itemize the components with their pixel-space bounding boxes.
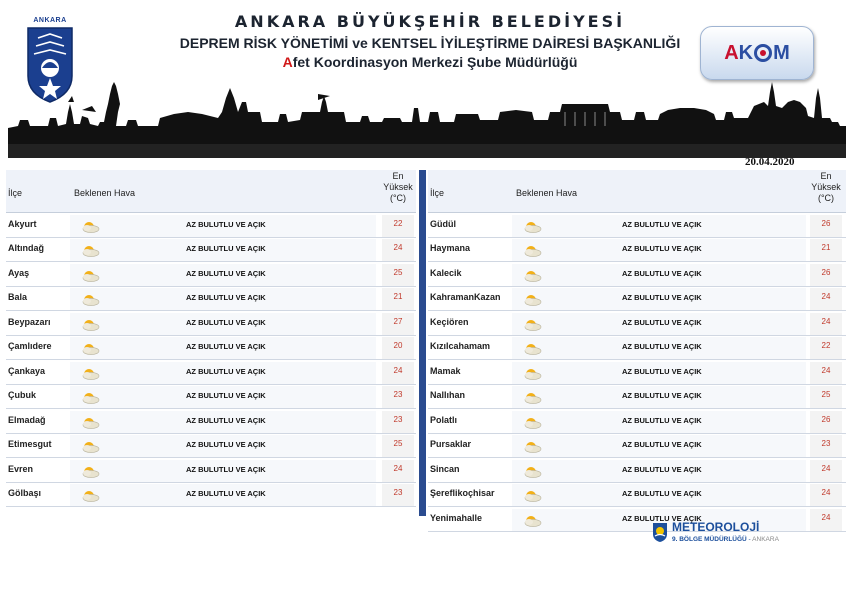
district-name: Akyurt [8,218,37,229]
district-name: Güdül [430,218,456,229]
table-header [428,170,846,213]
header-subtitle: DEPREM RİSK YÖNETİMİ ve KENTSEL İYİLEŞTİRME DAİRESİ BAŞKANLIĞI [179,35,681,51]
page-header [150,12,710,72]
weather-description: AZ BULUTLU VE AÇIK [622,366,702,376]
district-name: Elmadağ [8,414,46,425]
logo-label: ANKARA [33,17,67,24]
temp-header-line3: (°C) [817,193,835,203]
district-name: Mamak [430,365,461,376]
meteoroloji-region: 9. BÖLGE MÜDÜRLÜĞÜ [672,536,747,543]
weather-description: AZ BULUTLU VE AÇIK [186,464,266,474]
weather-description: AZ BULUTLU VE AÇIK [186,244,266,253]
district-name: Etimesgut [8,439,52,449]
table-row [6,313,416,336]
partly-cloudy-icon [80,390,100,404]
district-name: Yenimahalle [430,512,483,523]
weather-description: AZ BULUTLU VE AÇIK [622,440,702,449]
table-row [428,362,846,385]
partly-cloudy-icon [522,292,542,306]
max-temperature: 24 [393,365,403,375]
max-temperature: 26 [821,218,831,228]
table-row [6,264,416,287]
table-row [6,337,416,360]
column-header-temperature [382,171,414,204]
weather-description: AZ BULUTLU VE AÇIK [186,268,266,278]
max-temperature: 24 [393,243,403,252]
header-unit-rest: fet Koordinasyon Merkezi Şube Müdürlüğü [292,54,578,70]
table-row [6,362,416,385]
partly-cloudy-icon [522,268,542,282]
temp-header-line2: Yüksek [383,182,413,192]
district-name: Nallıhan [430,390,466,400]
table-row [428,460,846,483]
meteoroloji-subtitle: 9. BÖLGE MÜDÜRLÜĞÜ - ANKARA [672,536,779,543]
partly-cloudy-icon [522,464,542,478]
partly-cloudy-icon [80,341,100,355]
max-temperature: 24 [821,463,831,473]
table-row [6,411,416,434]
weather-description: AZ BULUTLU VE AÇIK [622,415,702,425]
akom-letter-m: M [773,41,790,64]
max-temperature: 22 [393,218,403,228]
header-title: ANKARA BÜYÜKŞEHİR BELEDİYESİ [234,12,626,31]
column-header-district: İlçe [430,188,445,198]
partly-cloudy-icon [522,341,542,355]
column-divider [419,170,426,516]
akom-logo [700,26,814,80]
max-temperature: 24 [821,488,831,497]
max-temperature: 24 [821,512,831,522]
column-header-weather: Beklenen Hava [516,188,578,198]
partly-cloudy-icon [80,317,100,331]
table-row [428,288,846,311]
weather-description: AZ BULUTLU VE AÇIK [186,219,266,229]
district-name: Sincan [430,463,460,474]
district-name: Kızılcahamam [430,341,491,351]
district-name: Kalecik [430,267,462,278]
partly-cloudy-icon [80,488,100,502]
meteoroloji-emblem-icon [652,522,668,542]
max-temperature: 23 [821,439,831,448]
table-row [428,239,846,262]
max-temperature: 26 [821,267,831,277]
table-row [428,264,846,287]
table-row [428,411,846,434]
weather-description: AZ BULUTLU VE AÇIK [622,391,702,400]
partly-cloudy-icon [80,219,100,233]
table-row [6,288,416,311]
table-row [6,460,416,483]
report-date: 20.04.2020 [745,156,795,168]
district-name: Evren [8,463,34,474]
max-temperature: 24 [821,316,831,326]
district-name: Gölbaşı [8,488,42,498]
meteoroloji-title: METEOROLOJİ [672,520,760,534]
temp-header-line1: En [392,171,404,181]
district-name: Ayaş [8,267,30,278]
max-temperature: 25 [821,390,831,399]
max-temperature: 21 [393,292,403,301]
table-row [428,337,846,360]
akom-letter-k: K [738,41,754,64]
weather-description: AZ BULUTLU VE AÇIK [186,415,266,425]
weather-description: AZ BULUTLU VE AÇIK [622,342,702,351]
table-rows-left [6,215,416,508]
max-temperature: 23 [393,390,403,399]
max-temperature: 22 [821,341,831,350]
district-name: Bala [8,292,28,302]
weather-description: AZ BULUTLU VE AÇIK [622,317,702,327]
district-name: Haymana [430,243,471,253]
table-row [428,313,846,336]
weather-table-left [6,170,416,507]
table-row [428,435,846,458]
weather-description: AZ BULUTLU VE AÇIK [622,489,702,498]
weather-table-right [428,170,846,532]
max-temperature: 24 [393,463,403,473]
akom-o-icon [754,44,772,62]
partly-cloudy-icon [80,415,100,429]
partly-cloudy-icon [522,390,542,404]
max-temperature: 24 [821,292,831,301]
partly-cloudy-icon [522,317,542,331]
weather-description: AZ BULUTLU VE AÇIK [186,342,266,351]
district-name: Beypazarı [8,316,51,327]
table-row [6,484,416,507]
header-unit [150,53,710,72]
meteoroloji-city: ANKARA [752,536,779,543]
meteoroloji-logo [652,520,802,546]
partly-cloudy-icon [522,415,542,429]
max-temperature: 24 [821,365,831,375]
max-temperature: 20 [393,341,403,350]
table-rows-right [428,215,846,532]
max-temperature: 21 [821,243,831,252]
partly-cloudy-icon [522,243,542,257]
table-row [6,435,416,458]
ankara-skyline-banner [8,82,846,158]
table-row [6,215,416,238]
district-name: Altındağ [8,243,44,253]
weather-description: AZ BULUTLU VE AÇIK [186,366,266,376]
max-temperature: 23 [393,414,403,424]
max-temperature: 27 [393,316,403,326]
max-temperature: 26 [821,414,831,424]
weather-description: AZ BULUTLU VE AÇIK [186,440,266,449]
column-header-weather: Beklenen Hava [74,188,136,198]
weather-description: AZ BULUTLU VE AÇIK [622,268,702,278]
partly-cloudy-icon [80,366,100,380]
weather-description: AZ BULUTLU VE AÇIK [622,244,702,253]
partly-cloudy-icon [80,292,100,306]
table-row [428,386,846,409]
district-name: KahramanKazan [430,292,501,302]
temp-header-line2: Yüksek [811,182,841,192]
weather-description: AZ BULUTLU VE AÇIK [186,489,266,498]
partly-cloudy-icon [80,243,100,257]
weather-description: AZ BULUTLU VE AÇIK [622,464,702,474]
column-header-district: İlçe [8,188,23,198]
partly-cloudy-icon [80,439,100,453]
weather-description: AZ BULUTLU VE AÇIK [622,293,702,302]
max-temperature: 25 [393,267,403,277]
weather-description: AZ BULUTLU VE AÇIK [186,293,266,302]
akom-letter-a: A [724,41,739,64]
partly-cloudy-icon [522,513,542,527]
district-name: Çankaya [8,365,46,376]
district-name: Pursaklar [430,439,472,449]
column-header-temperature [810,171,842,204]
partly-cloudy-icon [522,219,542,233]
district-name: Çamlıdere [8,341,52,351]
temp-header-line3: (°C) [389,193,407,203]
table-row [428,484,846,507]
table-row [6,239,416,262]
partly-cloudy-icon [80,268,100,282]
table-row [6,386,416,409]
weather-description: AZ BULUTLU VE AÇIK [622,219,702,229]
district-name: Polatlı [430,414,458,425]
table-header [6,170,416,213]
header-unit-initial: A [282,54,293,70]
partly-cloudy-icon [80,464,100,478]
partly-cloudy-icon [522,366,542,380]
district-name: Keçiören [430,316,469,327]
weather-description: AZ BULUTLU VE AÇIK [186,317,266,327]
weather-description: AZ BULUTLU VE AÇIK [186,391,266,400]
partly-cloudy-icon [522,439,542,453]
district-name: Şereflikoçhisar [430,488,495,498]
district-name: Çubuk [8,390,36,400]
table-row [428,215,846,238]
max-temperature: 23 [393,488,403,497]
partly-cloudy-icon [522,488,542,502]
temp-header-line1: En [820,171,832,181]
max-temperature: 25 [393,439,403,448]
weather-description: AZ BULUTLU VE AÇIK [622,513,702,523]
